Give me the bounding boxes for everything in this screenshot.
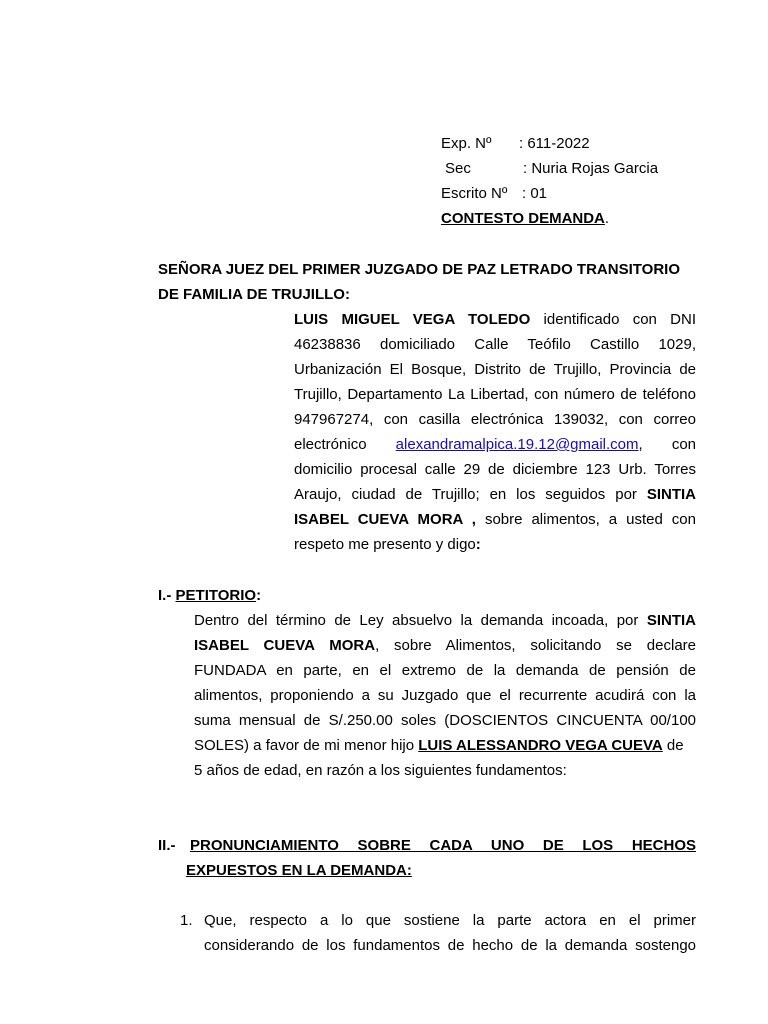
intro-l6-a: electrónico (294, 436, 367, 453)
item-1-line-1: Que, respecto a lo que sostiene la parte actora en el primer (204, 912, 696, 929)
intro-line-1 (294, 311, 696, 328)
addressee-line-2-text: DE FAMILIA DE TRUJILLO: (158, 286, 350, 303)
escrito-row (441, 185, 547, 202)
petitorio-l1-a: Dentro del término de Ley absuelvo la demanda incoada, por (194, 612, 639, 629)
petitorio-line-4: alimentos, proponiendo a su Juzgado que el recurrente acudirá con la (194, 687, 696, 704)
document-title-period: . (604, 210, 610, 227)
section2-line-1: PRONUNCIAMIENTO SOBRE CADA UNO DE LOS HECHOS (190, 837, 696, 854)
intro-line-7: domicilio procesal calle 29 de diciembre 123 Urb. Torres (294, 461, 696, 478)
addressee-line-1 (158, 261, 680, 278)
item-1-number: 1. (180, 912, 193, 929)
intro-line-5: 947967274, con casilla electrónica 139032, con correo (294, 411, 696, 428)
addressee-line-1-text: SEÑORA JUEZ DEL PRIMER JUZGADO DE PAZ LETRADO TRANSITORIO (158, 261, 680, 278)
intro-l10-colon: : (475, 536, 481, 553)
intro-line-4: Trujillo, Departamento La Libertad, con número de teléfono (294, 386, 696, 403)
intro-l6-c: con (671, 436, 697, 453)
intro-l8-a: Araujo, ciudad de Trujillo; en los seguidos por (294, 486, 637, 503)
document-title (441, 210, 609, 227)
intro-line-10 (294, 536, 481, 553)
email-link[interactable]: alexandramalpica.19.12@gmail.com (395, 436, 639, 453)
escrito-value: : 01 (522, 185, 548, 202)
exp-label: Exp. Nº (441, 135, 492, 152)
petitorio-l6-a: SOLES) a favor de mi menor hijo (194, 737, 415, 754)
petitorio-prefix: I.- (158, 587, 172, 604)
petitorio-heading-text: PETITORIO (175, 587, 257, 604)
petitorio-heading (158, 587, 261, 604)
section2-line-2 (186, 862, 412, 879)
intro-l9-rest: sobre alimentos, a usted con (484, 511, 696, 528)
child-name: LUIS ALESSANDRO VEGA CUEVA (418, 737, 663, 754)
petitorio-name-part-2: ISABEL CUEVA MORA (194, 637, 376, 654)
item-1-line-2: considerando de los fundamentos de hecho de la demanda sostengo (204, 937, 696, 954)
defendant-name: LUIS MIGUEL VEGA TOLEDO (294, 311, 531, 328)
escrito-label: Escrito Nº (441, 185, 508, 202)
petitorio-line-7: 5 años de edad, en razón a los siguientes fundamentos: (194, 762, 567, 779)
plaintiff-name-part-1: SINTIA (646, 486, 696, 503)
petitorio-line-5: suma mensual de S/.250.00 soles (DOSCIENTOS CINCUENTA 00/100 (194, 712, 696, 729)
exp-value: : 611-2022 (519, 135, 590, 152)
intro-l10-a: respeto me presento y digo (294, 536, 476, 553)
section2-prefix-text: II.- (158, 837, 176, 854)
section2-prefix (158, 837, 176, 854)
intro-line-2: 46238836 domiciliado Calle Teófilo Castillo 1029, (294, 336, 696, 353)
intro-line-6 (294, 436, 696, 453)
plaintiff-name-part-2: ISABEL CUEVA MORA , (294, 511, 476, 528)
intro-l1-rest: identificado con DNI (543, 311, 696, 328)
exp-row (441, 135, 590, 152)
petitorio-name-part-1: SINTIA (646, 612, 697, 629)
addressee-line-2 (158, 286, 350, 303)
intro-line-8 (294, 486, 696, 503)
petitorio-l6-b: de (666, 737, 684, 754)
sec-label: Sec (445, 160, 471, 177)
petitorio-line-6 (194, 737, 684, 754)
intro-line-3: Urbanización El Bosque, Distrito de Trujillo, Provincia de (294, 361, 696, 378)
sec-row (445, 160, 658, 177)
petitorio-colon: : (256, 587, 262, 604)
petitorio-l2-rest: , sobre Alimentos, solicitando se declare (375, 637, 696, 654)
document-title-text: CONTESTO DEMANDA (441, 210, 605, 227)
intro-l6-comma: , (638, 436, 643, 453)
sec-value: : Nuria Rojas Garcia (523, 160, 659, 177)
section2-line-2-text: EXPUESTOS EN LA DEMANDA: (186, 862, 412, 879)
intro-line-9 (294, 511, 696, 528)
petitorio-line-2 (194, 637, 696, 654)
petitorio-line-1 (194, 612, 696, 629)
petitorio-line-3: FUNDADA en parte, en el extremo de la demanda de pensión de (194, 662, 696, 679)
